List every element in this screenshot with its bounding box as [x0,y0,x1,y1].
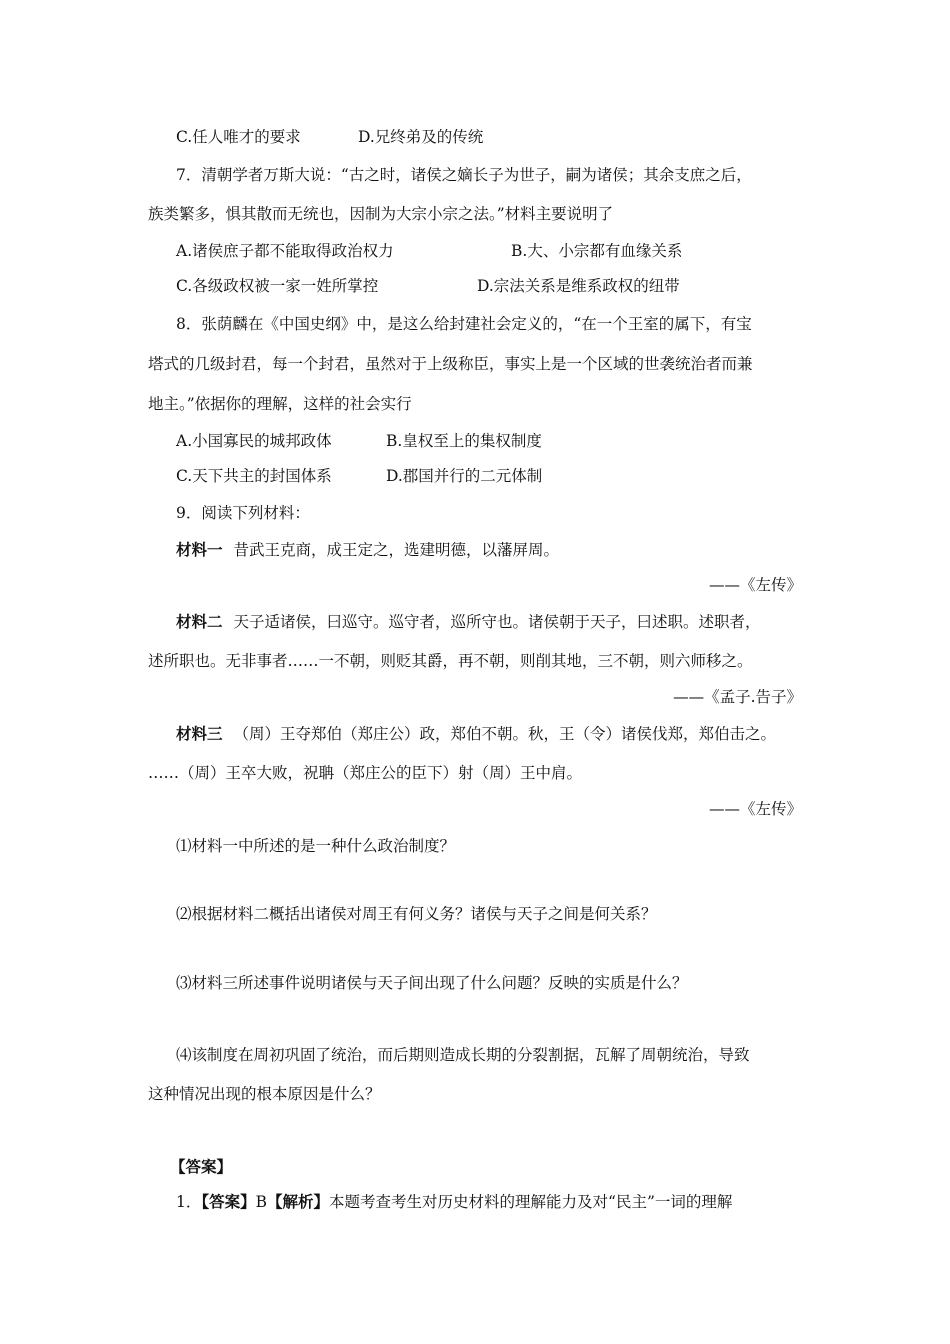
q9-subquestion-1: ⑴材料一中所述的是一种什么政治制度？ [176,837,456,855]
q6-option-d: D.兄终弟及的传统 [358,128,484,146]
material1-source: ——《左传》 [708,576,802,594]
answer-1-answer-label: 【答案】 [201,1192,256,1211]
material3-label: 材料三 [176,724,223,743]
answer-1-analysis-label: 【解析】 [267,1192,330,1211]
q9-subquestion-2: ⑵根据材料二概括出诸侯对周王有何义务？诸侯与天子之间是何关系？ [176,905,657,923]
material1-text: 昔武王克商，成王定之，选建明德，以藩屏周。 [233,541,559,559]
q7-option-a: A.诸侯庶子都不能取得政治权力 [176,242,394,260]
q7-option-c: C.各级政权被一家一姓所掌控 [176,277,379,295]
q7-option-d: D.宗法关系是维系政权的纽带 [477,277,680,295]
q9-material2-line1 [176,612,760,632]
q8-stem-line3: 地主。”依据你的理解，这样的社会实行 [148,395,412,413]
material3-text-line1: （周）王夺郑伯（郑庄公）政，郑伯不朝。秋，王（令）诸侯伐郑，郑伯击之。 [233,725,776,743]
material3-text-line2: ……（周）王卒大败，祝聃（郑庄公的臣下）射（周）王中肩。 [148,764,583,782]
material2-text-line2: 述所职也。无非事者……一不朝，则贬其爵，再不朝，则削其地，三不朝，则六师移之。 [148,652,753,670]
material2-text-line1: 天子适诸侯，曰巡守。巡守者，巡所守也。诸侯朝于天子，曰述职。述职者， [233,613,761,631]
q6-option-c: C.任人唯才的要求 [176,128,301,146]
material2-label: 材料二 [176,612,223,631]
q7-stem-line2: 族类繁多，惧其散而无统也，因制为大宗小宗之法。”材料主要说明了 [148,205,614,223]
material1-label: 材料一 [176,540,223,559]
q8-option-a: A.小国寡民的城邦政体 [176,432,332,450]
answer-1-analysis-text: 本题考查考生对历史材料的理解能力及对“民主”一词的理解 [329,1193,733,1211]
q9-subquestion-4-line2: 这种情况出现的根本原因是什么？ [148,1085,381,1103]
material2-source: ——《孟子.告子》 [673,688,802,706]
answer-1 [176,1192,732,1212]
q9-material1 [176,540,559,560]
answer-1-answer: B [255,1193,268,1211]
q9-subquestion-3: ⑶材料三所述事件说明诸侯与天子间出现了什么问题？反映的实质是什么？ [176,974,688,992]
q8-option-c: C.天下共主的封国体系 [176,467,332,485]
q8-option-d: D.郡国并行的二元体制 [386,467,543,485]
material3-source: ——《左传》 [708,800,802,818]
q9-subquestion-4-line1: ⑷该制度在周初巩固了统治，而后期则造成长期的分裂割据，瓦解了周朝统治，导致 [176,1046,750,1064]
q8-stem-line2: 塔式的几级封君，每一个封君，虽然对于上级称臣，事实上是一个区域的世袭统治者而兼 [148,355,753,373]
q7-stem-line1: 7．清朝学者万斯大说：“古之时，诸侯之嫡长子为世子，嗣为诸侯；其余支庶之后， [176,166,752,184]
q9-stem: 9．阅读下列材料： [176,504,310,522]
q8-stem-line1: 8．张荫麟在《中国史纲》中，是这么给封建社会定义的，“在一个王室的属下，有宝 [176,315,752,333]
answer-1-number: 1． [176,1193,202,1211]
answers-heading: 【答案】 [170,1157,233,1176]
q8-option-b: B.皇权至上的集权制度 [386,432,542,450]
q9-material3-line1 [176,724,776,744]
q7-option-b: B.大、小宗都有血缘关系 [511,242,683,260]
